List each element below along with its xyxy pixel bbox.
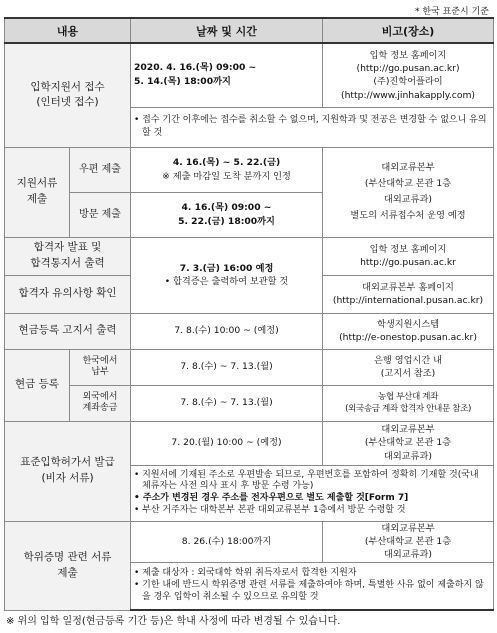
announce-date-text: 7. 3.(금) 16:00 예정 [179,262,274,274]
apply-date: 2020. 4. 16.(목) 09:00 ~ 5. 14.(목) 18:00까지 [131,43,323,107]
invoice-date: 7. 8.(수) 10:00 ~ (예정) [131,313,323,349]
pay-intl-date: 7. 8.(수) ~ 7. 13.(월) [131,385,323,421]
apply-label: 입학지원서 접수 (인터넷 접수) [5,43,131,147]
header-remark: 비고(장소) [323,18,494,43]
header-datetime: 날짜 및 시간 [131,18,323,43]
cert-date: 8. 26.(수) 18:00까지 [131,521,323,562]
announce-remark: 입학 정보 홈페이지 http://go.pusan.ac.kr [323,237,494,275]
table-row [5,385,494,421]
note-item: • 제출 대상자 : 외국대학 학위 취득자로서 합격한 지원자 [134,568,357,579]
timezone-note: * 한국 표준시 기준 [415,7,489,17]
docs-mail-date [131,147,323,192]
visa-label: 표준입학허가서 발급 (비자 서류) [5,421,131,521]
announce-date [131,237,323,313]
docs-label: 지원서류 제출 [5,147,70,237]
apply-remark: 입학 정보 홈페이지 (http://go.pusan.ac.kr) (주)진학어플라이 (http://www.jinhakapply.com) [323,43,494,107]
footer-note: ※ 위의 입학 일정(현금등록 기간 등)은 학내 사정에 따라 변경될 수 있습니다. [6,616,341,627]
visa-remark: 대외교류본부 (부산대학교 본관 1층 대외교류과) [323,421,494,465]
caution-label: 합격자 유의사항 확인 [5,275,131,313]
apply-notes [131,107,494,147]
visa-notes [131,465,494,521]
table-row [5,521,494,562]
invoice-label: 현금등록 고지서 출력 [5,313,131,349]
caution-remark: 대외교류본부 홈페이지 (http://international.pusan.ac.kr) [323,275,494,313]
pay-intl-remark: 농협 부산대 계좌 (외국송금 계좌 합격자 안내문 참조) [323,385,494,421]
pay-domestic-remark: 은행 영업시간 내 (고지서 참조) [323,349,494,385]
note-item: • 지원서에 기재된 주소로 우편발송 되므로, 우편번호를 포함하여 정확히 기재할 것(국내 체류자는 사전 의사 표시 후 방문 수령 가능) [134,469,479,492]
table-row [5,237,494,275]
pay-label: 현금 등록 [5,349,70,421]
pay-domestic-date: 7. 8.(수) ~ 7. 13.(월) [131,349,323,385]
invoice-remark: 학생지원시스템 (http://e-onestop.pusan.ac.kr) [323,313,494,349]
table-row [5,147,494,192]
header-content: 내용 [5,18,131,43]
docs-remark: 대외교류본부 (부산대학교 본관 1층 대외교류과) 별도의 서류접수처 운영 예정 [323,147,494,237]
announce-label: 합격자 발표 및 합격통지서 출력 [5,237,131,275]
docs-visit-date: 4. 16.(목) 09:00 ~ 5. 22.(금) 18:00까지 [131,192,323,237]
note-item: • 부산 거주자는 대학본부 본관 대외교류본부 1층에서 방문 수령할 것 [134,504,406,515]
table-header-row [5,18,494,43]
table-row [5,349,494,385]
cert-notes [131,562,494,610]
table-row [5,313,494,349]
table-row [5,421,494,465]
docs-visit-label: 방문 제출 [70,192,131,237]
note-item: • 접수 기간 이후에는 접수를 취소할 수 없으며, 지원학과 및 전공은 변경할 수 없으니 유의할 것 [134,115,487,138]
mail-date-text: 4. 16.(목) ~ 5. 22.(금) [172,157,281,169]
pay-domestic-label: 한국에서 납부 [70,349,131,385]
docs-mail-label: 우편 제출 [70,147,131,192]
announce-note-text: • 합격증은 출력하여 보관할 것 [164,276,289,287]
cert-label: 학위증명 관련 서류 제출 [5,521,131,610]
note-item: • 기한 내에 반드시 학위증명 관련 서류를 제출하여야 하며, 특별한 사유 없이 제출하지 않을 경우 입학이 취소될 수 있으므로 유의할 것 [134,579,484,602]
cert-remark: 대외교류본부 (부산대학교 본관 1층 대외교류과) [323,521,494,562]
mail-note-text: ※ 제출 마감일 도착 분까지 인정 [162,170,291,182]
note-item: • 주소가 변경된 경우 주소를 전자우편으로 별도 제출할 것[Form 7] [134,493,409,503]
admission-schedule-table [4,17,494,611]
pay-intl-label: 외국에서 계좌송금 [70,385,131,421]
table-row [5,43,494,107]
visa-date: 7. 20.(월) 10:00 ~ (예정) [131,421,323,465]
